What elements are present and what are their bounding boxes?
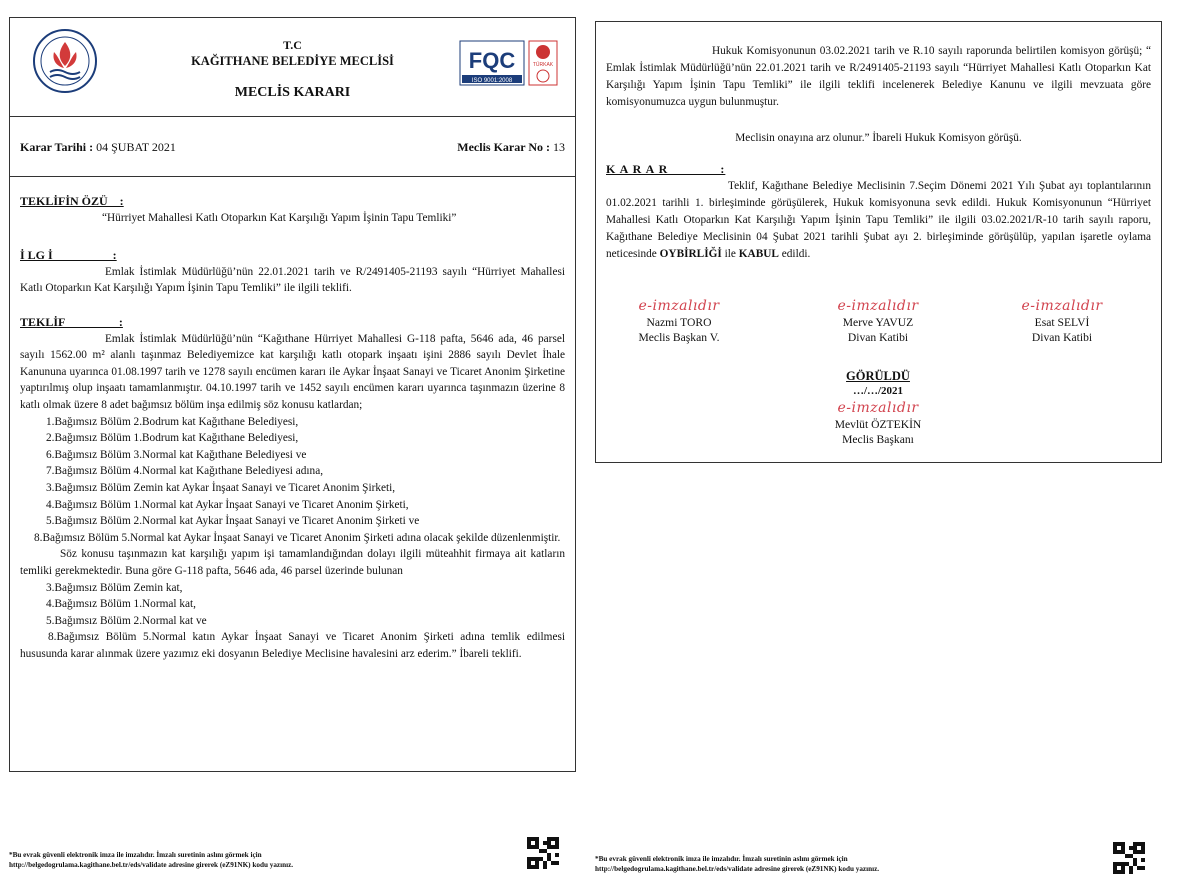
ilgi-text: Emlak İstimlak Müdürlüğü’nün 22.01.2021 tarih ve R/2491405-21193 sayılı “Hürriyet Mahallesi Katlı Otoparkın Kat Karşılığı Yapım İşinin Tapu Temliki” ile ilgili teklifi. [20, 265, 565, 295]
president-name: Mevlüt ÖZTEKİN [834, 418, 922, 431]
date-value: 04 ŞUBAT 2021 [93, 140, 176, 154]
e-signature-mark: e-imzalıdır [837, 298, 919, 314]
karar-text-a: Teklif, Kağıthane Belediye Meclisinin 7.Seçim Dönemi 2021 Yılı Şubat ayı toplantılarının 01.02.2021 tarihli 1. birleşiminde görüşülerek, Hukuk komisyonuna sevk edildi. Hukuk Komisyonunun “Hürriyet Mahallesi Katlı Otoparkın Kat Karşılığı Yapım İşinin Tapu Temliki” ile ilgili 03.02.2021/R-10 tarih sayılı raporu, Kağıthane Belediye Meclisinin 04 Şubat 2021 tarihli Şubat ayı 2. birleşiminde görüşülüp, yapılan işaretle oylama neticesinde [606, 180, 1151, 260]
signature-block [793, 297, 963, 345]
karar-unanimous: OYBİRLİĞİ [659, 248, 722, 260]
ozu-title: TEKLİFİN ÖZÜ : [20, 194, 124, 208]
decision-page-2 [595, 21, 1162, 463]
qr-code-icon [527, 837, 559, 869]
section-ozu [20, 193, 565, 226]
president-title: Meclis Başkanı [842, 433, 914, 446]
document-header [10, 18, 575, 114]
certification-badges [459, 40, 559, 86]
goruldu-date: …/…/2021 [852, 385, 904, 397]
signer-title: Divan Katibi [1031, 331, 1093, 344]
teklif-title: TEKLİF : [20, 315, 123, 329]
footer-line-2: http://belgedogrulama.kagithane.bel.tr/eds/validate adresine girerek (eZ91NK) kodu yazınız. [595, 865, 880, 873]
list-item: 5.Bağımsız Bölüm 2.Normal kat ve [46, 614, 207, 627]
header-decision-title: MECLİS KARARI [234, 85, 351, 100]
karar-mid: ile [721, 248, 739, 260]
karar-title: K A R A R : [606, 162, 726, 176]
header-divider [10, 116, 575, 117]
signer-name: Nazmi TORO [646, 316, 712, 329]
footer-line-2: http://belgedogrulama.kagithane.bel.tr/eds/validate adresine girerek (eZ91NK) kodu yazınız. [9, 861, 294, 869]
decision-no-label: Meclis Karar No : [457, 140, 550, 154]
list-item: 4.Bağımsız Bölüm 1.Normal kat Aykar İnşaat Sanayi ve Ticaret Anonim Şirketi, [46, 498, 409, 511]
decision-meta [20, 140, 565, 155]
date-label: Karar Tarihi : [20, 140, 94, 154]
list-item: 7.Bağımsız Bölüm 4.Normal kat Kağıthane Belediyesi adına, [46, 465, 324, 478]
list-item: 1.Bağımsız Bölüm 2.Bodrum kat Kağıthane Belediyesi, [46, 415, 299, 428]
qr-code-icon [1113, 842, 1145, 874]
ilgi-title: İ LG İ : [20, 248, 117, 262]
footer-line-1: *Bu evrak güvenli elektronik imza ile imzalıdır. İmzalı suretinin aslını görmek için [595, 855, 848, 863]
signer-name: Merve YAVUZ [842, 316, 914, 329]
header-council: KAĞITHANE BELEDİYE MECLİSİ [191, 54, 394, 68]
teklif-middle: Söz konusu taşınmazın kat karşılığı yapım işi tamamlandığından dolayı ilgili müteahhit firmaya ait katların temliki gerekmektedir. Buna göre G-118 pafta, 5646 ada, 46 parsel üzerinde bulunan [20, 548, 565, 577]
signature-block [594, 297, 764, 345]
decision-no-value: 13 [550, 140, 565, 154]
footer-note-page-1 [9, 850, 293, 870]
teklif-closing: 8.Bağımsız Bölüm 5.Normal katın Aykar İnşaat Sanayi ve Ticaret Anonim Şirketi adına temlik edilmesi hususunda karar alınmak üzere yazımız eki dosyanın Belediye Meclisine havalesini arz ederim.” İbareli teklifi. [20, 631, 565, 660]
list-item: 2.Bağımsız Bölüm 1.Bodrum kat Kağıthane Belediyesi, [46, 432, 299, 445]
e-signature-mark: e-imzalıdır [1021, 298, 1103, 314]
commission-text: Hukuk Komisyonunun 03.02.2021 tarih ve R.10 sayılı raporunda belirtilen komisyon görüşü; “ Emlak İstimlak Müdürlüğü’nün 22.01.2021 tarih ve R/2491405-21193 sayılı “Hürriyet Mahallesi Katlı Otoparkın Kat Karşılığı Yapım İşinin Tapu Temliki” ile ilgili teklifi incelenerek Belediye Kanunu ve ilgili mevzuata göre komisyonumuzca uygun bulunmuştur. [606, 45, 1151, 108]
signature-block [977, 297, 1147, 345]
commission-opinion [606, 43, 1151, 111]
goruldu-label: GÖRÜLDÜ [846, 369, 910, 383]
list-item-last: 8.Bağımsız Bölüm 5.Normal kat Aykar İnşaat Sanayi ve Ticaret Anonim Şirketi adına olacak şekilde düzenlenmiştir. [34, 531, 561, 544]
list-item: 4.Bağımsız Bölüm 1.Normal kat, [46, 598, 196, 611]
header-tc: T.C [283, 38, 302, 52]
e-signature-mark: e-imzalıdır [638, 298, 720, 314]
karar-end: edildi. [778, 248, 811, 260]
teklif-intro: Emlak İstimlak Müdürlüğü’nün “Kağıthane Hürriyet Mahallesi G-118 pafta, 5646 ada, 46 parsel sayılı 1562.00 m² alanlı taşınmaz Belediyemizce kat karşılığı katlı otopark inşaatı işini 2886 sayılı Devlet İhale Kanununa uyarınca 01.08.1997 tarih ve 1278 sayılı encümen kararı ile Aykar İnşaat Sanayi ve Ticaret Anonim Şirketine yaptırılmış olup inşaatı tamamlanmıştır. 04.10.1997 tarih ve 1452 sayılı encümen kararı uyarınca taşınmazın üzerine 8 katlı olmak üzere 8 adet bağımsız bölüm inşa edilmiş söz konusu katlardan; [20, 332, 565, 411]
list-item: 3.Bağımsız Bölüm Zemin kat Aykar İnşaat Sanayi ve Ticaret Anonim Şirketi, [46, 481, 396, 494]
svg-text:ISO 9001:2008: ISO 9001:2008 [471, 78, 513, 84]
meta-divider [10, 176, 575, 177]
list-item: 3.Bağımsız Bölüm Zemin kat, [46, 581, 183, 594]
svg-text:FQC: FQC [468, 48, 516, 73]
list-item: 6.Bağımsız Bölüm 3.Normal kat Kağıthane Belediyesi ve [46, 448, 307, 461]
signer-title: Divan Katibi [847, 331, 909, 344]
karar-accepted: KABUL [738, 248, 779, 260]
signer-title: Meclis Başkan V. [638, 331, 720, 344]
karar-text [606, 178, 1151, 263]
svg-text:TÜRKAK: TÜRKAK [532, 62, 554, 68]
approval-line: Meclisin onayına arz olunur.” İbareli Hukuk Komisyon görüşü. [735, 132, 1022, 144]
section-karar [606, 161, 1151, 263]
footer-note-page-2 [595, 854, 879, 874]
decision-page-1 [9, 17, 576, 772]
e-signature-mark: e-imzalıdır [837, 400, 919, 416]
approval-block [793, 369, 963, 447]
ozu-text: “Hürriyet Mahallesi Katlı Otoparkın Kat Karşılığı Yapım İşinin Tapu Temliki” [102, 211, 457, 224]
section-teklif [20, 314, 565, 662]
signer-name: Esat SELVİ [1034, 316, 1090, 329]
list-item: 5.Bağımsız Bölüm 2.Normal kat Aykar İnşaat Sanayi ve Ticaret Anonim Şirketi ve [46, 515, 420, 528]
section-ilgi [20, 247, 565, 297]
footer-line-1: *Bu evrak güvenli elektronik imza ile imzalıdır. İmzalı suretinin aslını görmek için [9, 851, 262, 859]
